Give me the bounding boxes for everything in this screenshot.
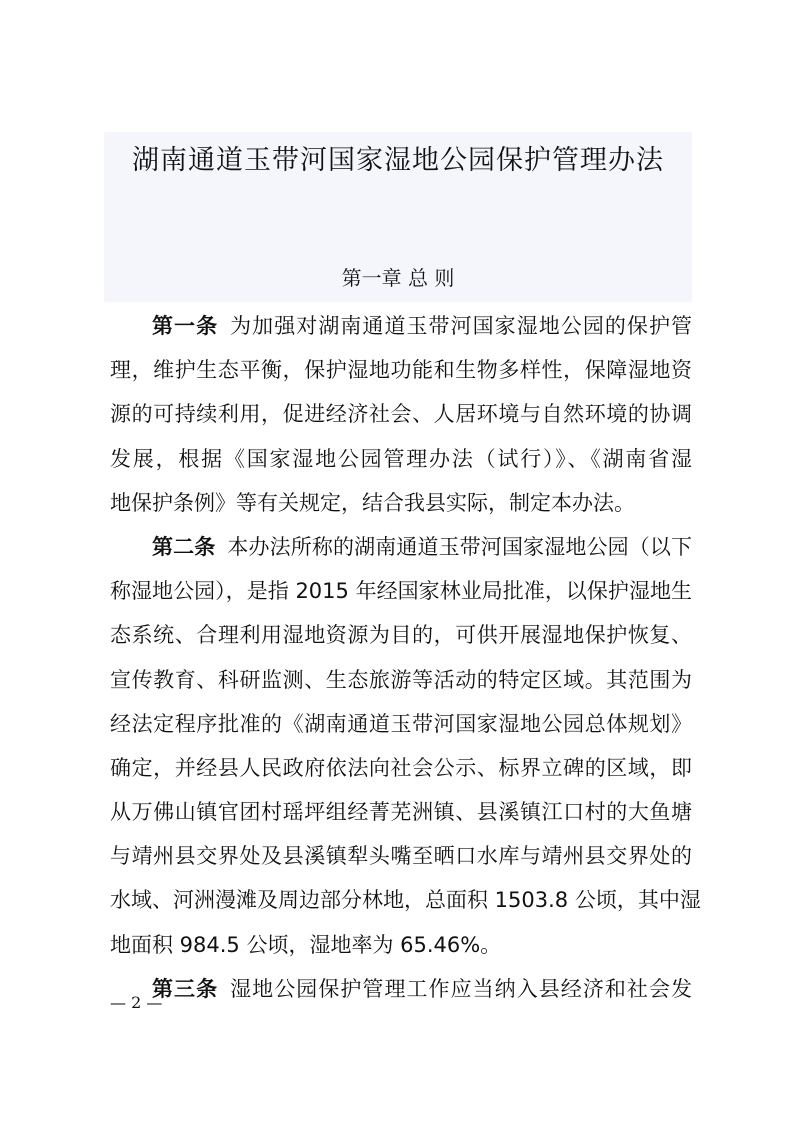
document-body: [110, 304, 701, 1011]
article-1-line-1: [110, 304, 692, 348]
article-2-heading: 第二条: [152, 534, 216, 559]
article-2-line-4: 宣传教育、科研监测、生态旅游等活动的特定区域。其范围为: [110, 667, 692, 692]
article-1-text: 为加强对湖南通道玉带河国家湿地公园的保护管: [230, 314, 693, 338]
article-2-line-6: 确定，并经县人民政府依法向社会公示、标界立碑的区域，即: [110, 755, 692, 780]
article-2-line-1: [110, 525, 692, 569]
article-1-line-5: 地保护条例》等有关规定，结合我县实际，制定本办法。: [110, 490, 635, 515]
article-2-line-10: 地面积 984.5 公顷，湿地率为 65.46%。: [110, 932, 502, 957]
article-2-line-3: 态系统、合理利用湿地资源为目的，可供开展湿地保护恢复、: [110, 623, 692, 648]
article-1-line-3: 源的可持续利用，促进经济社会、人居环境与自然环境的协调: [110, 402, 692, 427]
article-2-text: 本办法所称的湖南通道玉带河国家湿地公园（以下: [227, 534, 692, 559]
chapter-heading: 第一章 总 则: [341, 266, 455, 290]
article-3-line-1: [110, 967, 692, 1011]
article-3-heading: 第三条: [152, 976, 219, 1001]
article-2-line-8: 与靖州县交界处及县溪镇犁头嘴至晒口水库与靖州县交界处的: [110, 844, 692, 869]
article-3-text: 湿地公园保护管理工作应当纳入县经济和社会发: [230, 976, 693, 1001]
document-title: 湖南通道玉带河国家湿地公园保护管理办法: [132, 145, 664, 176]
article-2-line-9: 水域、河洲漫滩及周边部分林地，总面积 1503.8 公顷，其中湿: [110, 888, 701, 913]
title-block: [104, 132, 692, 302]
article-1-line-2: 理，维护生态平衡，保护湿地功能和生物多样性，保障湿地资: [110, 358, 692, 383]
article-1-line-4: 发展，根据《国家湿地公园管理办法（试行）》、《湖南省湿: [110, 446, 692, 471]
article-2-line-2: 称湿地公园），是指 2015 年经国家林业局批准，以保护湿地生: [110, 579, 692, 604]
article-1-heading: 第一条: [152, 314, 219, 338]
page-number: — 2 —: [110, 993, 163, 1012]
article-2-line-7: 从万佛山镇官团村瑶坪组经菁芜洲镇、县溪镇江口村的大鱼塘: [110, 800, 692, 825]
article-2-line-5: 经法定程序批准的《湖南通道玉带河国家湿地公园总体规划》: [110, 711, 692, 736]
